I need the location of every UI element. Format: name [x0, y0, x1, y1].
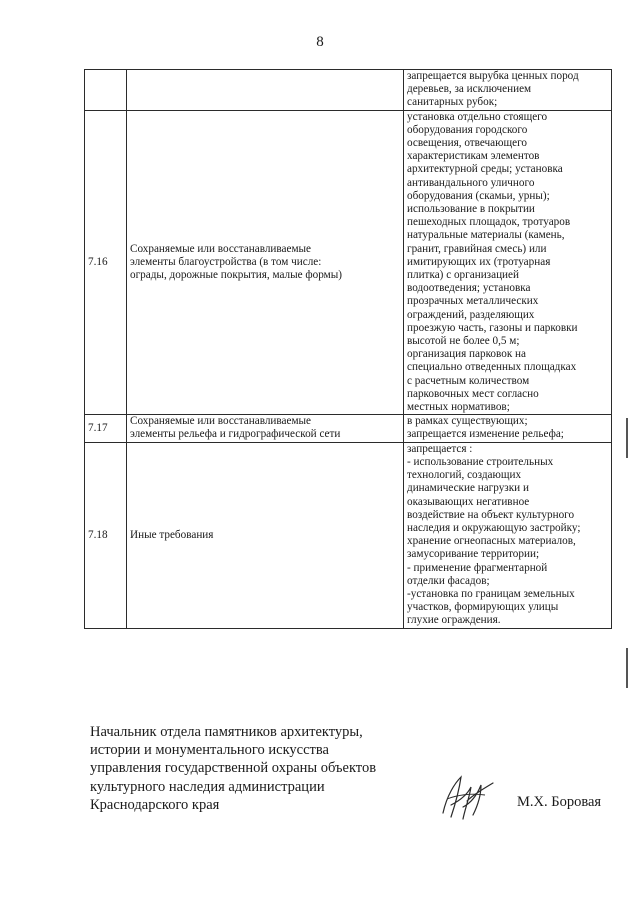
handwritten-signature	[437, 765, 497, 825]
element-description	[127, 415, 404, 442]
requirement-line: освещения, отвечающего	[407, 137, 527, 150]
requirements-cell	[404, 70, 612, 111]
requirement-line: запрещается вырубка ценных пород	[407, 70, 579, 82]
item-number	[85, 70, 127, 111]
position-line: культурного наследия администрации	[90, 778, 325, 795]
requirement-line: запрещается изменение рельефа;	[407, 428, 564, 441]
signer-name: М.Х. Боровая	[517, 794, 602, 810]
requirement-line: характеристикам элементов	[407, 150, 540, 163]
element-description	[127, 70, 404, 111]
element-line: Сохраняемые или восстанавливаемые	[130, 415, 312, 428]
requirement-line: участков, формирующих улицы	[407, 601, 559, 614]
position-line: Начальник отдела памятников архитектуры,	[90, 724, 363, 740]
signatory-position	[90, 723, 376, 814]
position-line: управления государственной охраны объектов	[90, 760, 377, 777]
requirement-line: хранение огнеопасных материалов,	[407, 535, 576, 548]
requirement-line: глухие ограждения.	[407, 614, 501, 627]
requirements-cell	[404, 442, 612, 628]
table-row	[85, 70, 612, 111]
requirement-line: антивандального уличного	[407, 176, 535, 189]
scan-mark	[626, 648, 629, 688]
requirement-line: организация парковок на	[407, 348, 527, 361]
position-line: истории и монументального искусства	[90, 742, 329, 759]
table-row	[85, 442, 612, 628]
requirement-line: наследия и окружающую застройку;	[407, 521, 581, 534]
requirement-line: воздействие на объект культурного	[407, 508, 575, 521]
requirement-line: замусоривание территории;	[407, 548, 540, 561]
requirement-line: - применение фрагментарной	[407, 561, 548, 574]
requirement-line: динамические нагрузки и	[407, 482, 529, 495]
table-row	[85, 415, 612, 442]
requirement-line: оборудования (скамьи, урны);	[407, 189, 550, 202]
requirement-line: проезжую часть, газоны и парковки	[407, 321, 578, 334]
requirement-line: в рамках существующих;	[407, 415, 528, 428]
element-description	[127, 442, 404, 628]
requirement-line: деревьев, за исключением	[407, 83, 532, 96]
requirement-line: гранит, гравийная смесь) или	[407, 242, 547, 255]
requirement-line: пешеходных площадок, тротуаров	[407, 216, 571, 229]
requirements-cell	[404, 110, 612, 415]
requirement-line: оборудования городского	[407, 123, 528, 136]
requirement-line: натуральные материалы (камень,	[407, 229, 565, 242]
requirement-line: специально отведенных площадках	[407, 361, 577, 374]
requirement-line: водоотведения; установка	[407, 282, 531, 295]
element-line: элементы рельефа и гидрографической сети	[130, 428, 341, 441]
scan-mark	[626, 418, 629, 458]
requirement-line: технологий, создающих	[407, 469, 522, 482]
item-number: 7.16	[85, 110, 127, 415]
element-line: ограды, дорожные покрытия, малые формы)	[130, 269, 342, 282]
requirement-line: имитирующих их (тротуарная	[407, 255, 551, 268]
requirement-line: парковочных мест согласно	[407, 387, 539, 400]
table-row	[85, 110, 612, 415]
requirement-line: -установка по границам земельных	[407, 587, 575, 600]
requirement-line: установка отдельно стоящего	[407, 110, 548, 123]
element-description	[127, 110, 404, 415]
requirement-line: плитка) с организацией	[407, 269, 519, 282]
requirements-table	[84, 69, 612, 629]
requirement-line: прозрачных металлических	[407, 295, 539, 308]
requirement-line: санитарных рубок;	[407, 96, 498, 109]
requirement-line: - использование строительных	[407, 455, 554, 468]
requirement-line: отделки фасадов;	[407, 574, 490, 587]
element-line: элементы благоустройства (в том числе:	[130, 255, 322, 268]
requirement-line: с расчетным количеством	[407, 374, 530, 387]
position-line: Краснодарского края	[90, 796, 220, 813]
element-line: Сохраняемые или восстанавливаемые	[130, 242, 312, 255]
requirement-line: местных нормативов;	[407, 401, 510, 414]
item-number: 7.18	[85, 442, 127, 628]
requirement-line: архитектурной среды; установка	[407, 163, 563, 176]
element-line: Иные требования	[130, 528, 214, 541]
requirement-line: ограждений, разделяющих	[407, 308, 535, 321]
requirement-line: использование в покрытии	[407, 203, 535, 216]
requirement-line: оказывающих негативное	[407, 495, 530, 508]
requirement-line: запрещается :	[407, 442, 473, 455]
item-number: 7.17	[85, 415, 127, 442]
requirements-cell	[404, 415, 612, 442]
page-number: 8	[316, 34, 324, 50]
requirement-line: высотой не более 0,5 м;	[407, 335, 520, 348]
